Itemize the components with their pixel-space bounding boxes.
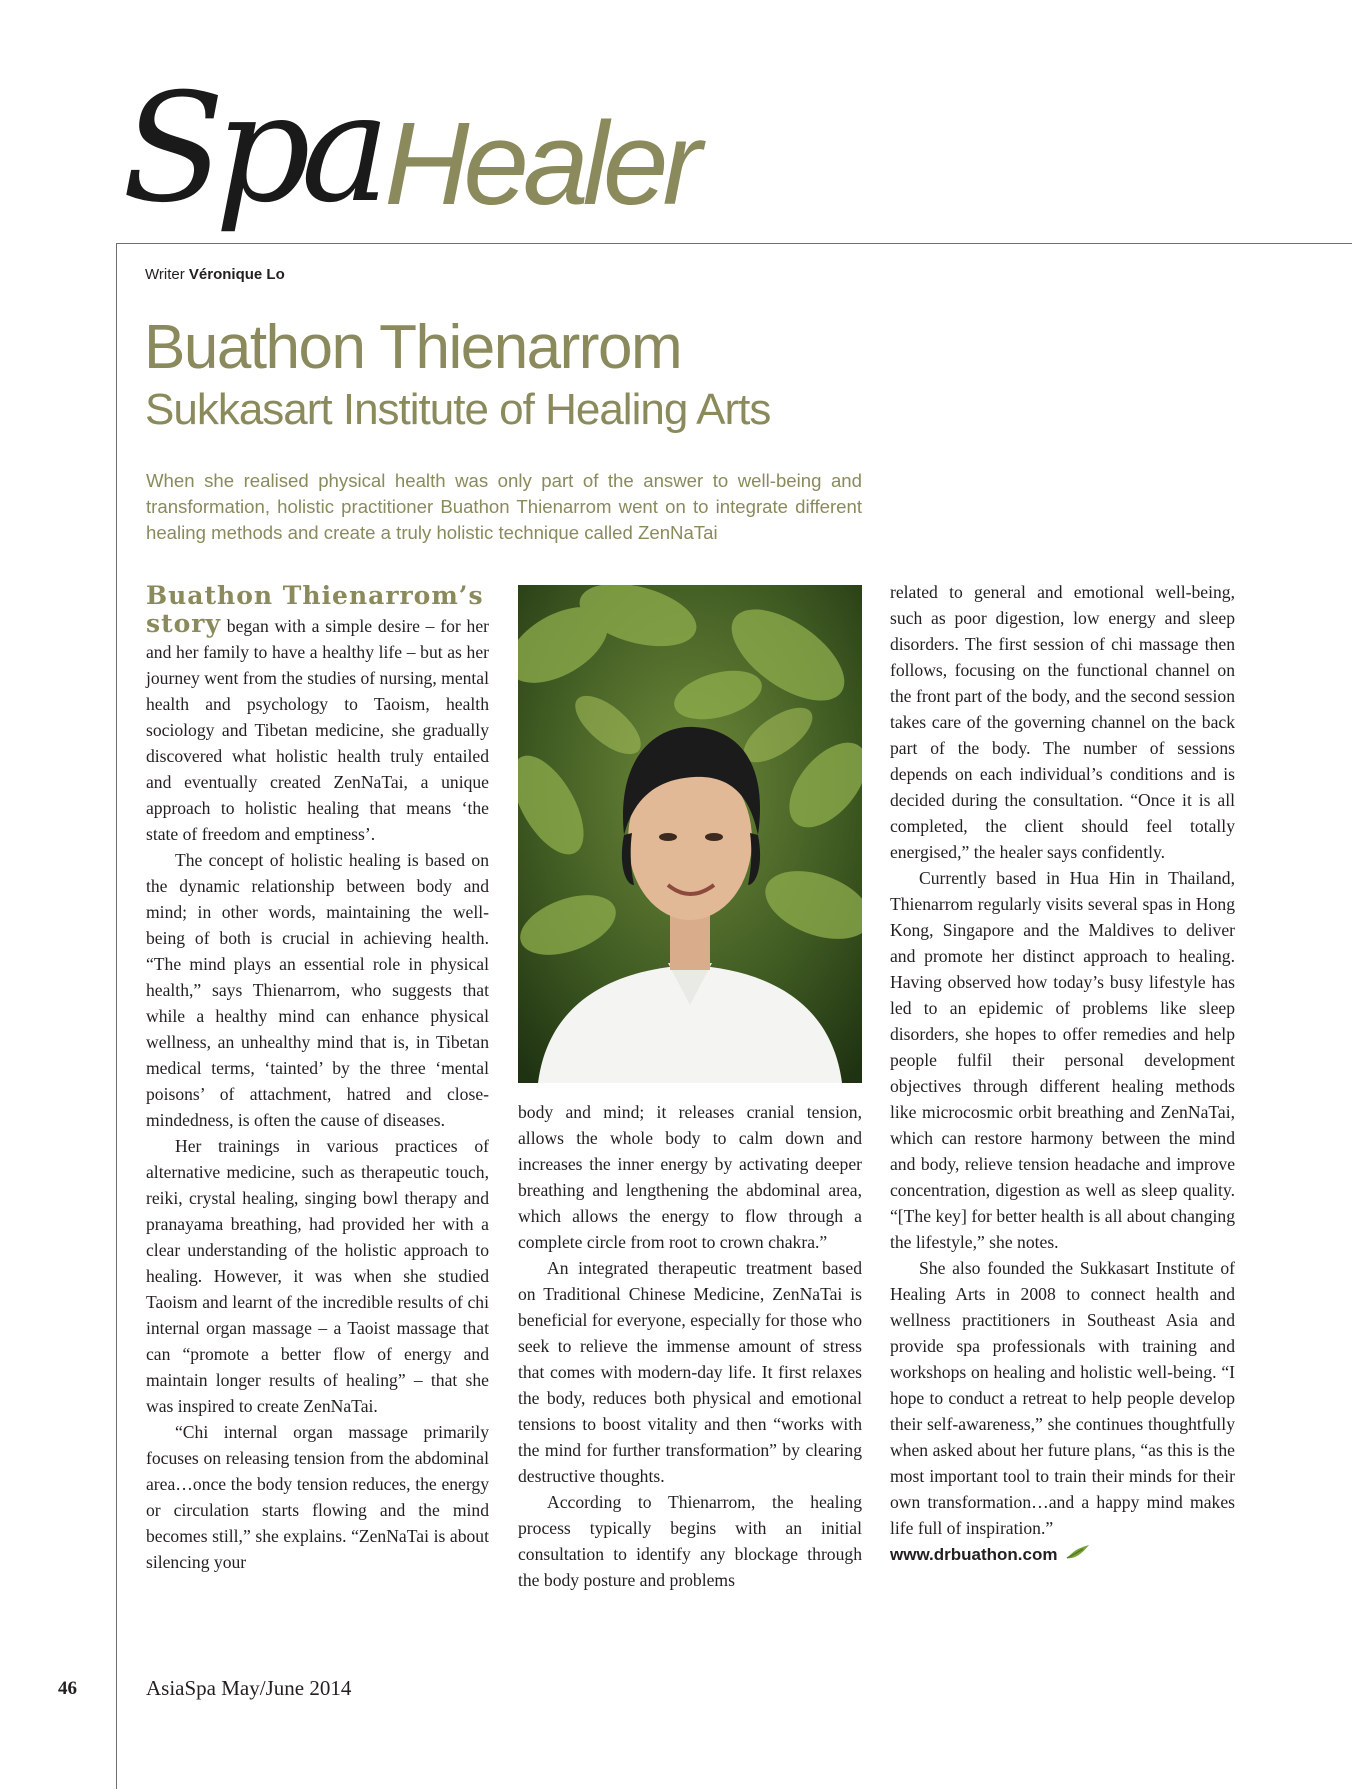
byline-label: Writer [145,266,185,283]
dropcap-line-1: Buathon Thienarrom’s [146,581,484,610]
vertical-rule [116,243,117,1789]
portrait-photo [518,585,862,1083]
section-masthead [122,62,696,268]
article-column-3 [890,579,1235,1569]
issue-line: AsiaSpa May/June 2014 [146,1676,352,1700]
website-line [890,1541,1235,1569]
dropcap-line-2: story [146,609,221,638]
leaf-icon [1065,1542,1093,1569]
paragraph-6-continued: related to general and emotional well-being, such as poor digestion, low energy and sleep disorders. The first session of chi massage then follows, focusing on the functional channel on the front part of the body, and the second session takes care of the governing channel on the back part of the body. The number of sessions depends on each individual’s conditions and is decided during the consultation. “Once it is all completed, the client should feel totally energised,” the healer says confidently. [890,582,1235,862]
portrait-illustration [518,585,862,1083]
paragraph-7: Currently based in Hua Hin in Thailand, Thienarrom regularly visits several spas in Hong Kong, Singapore and the Maldives to deliver and promote her distinct approach to healing. Having observed how today’s busy lifestyle has led to an epidemic of problems like sleep disorders, she hopes to offer remedies and help people fulfil their personal development objectives through different healing methods like microcosmic orbit breathing and ZenNaTai, which can restore harmony between the mind and body, relieve tension headache and improve concentration, digestion as well as sleep quality. “[The key] for better health is all about changing the lifestyle,” she notes. [890,868,1235,1252]
standfirst: When she realised physical health was only part of the answer to well-being and transformation, holistic practitioner Buathon Thienarrom went on to integrate different healing methods and create a truly holistic technique called ZenNaTai [146,470,862,543]
paragraph-6: According to Thienarrom, the healing process typically begins with an initial consultation to identify any blockage through the body posture and problems [518,1492,862,1590]
paragraph-2: The concept of holistic healing is based on the dynamic relationship between body and mind; in other words, maintaining the well-being of both is crucial in achieving health. “The mind plays an essential role in physical health,” says Thienarrom, who suggests that while a healthy mind can enhance physical wellness, an unhealthy mind that is, in Tibetan medical terms, ‘tainted’ by the three ‘mental poisons’ of attachment, hatred and close-mindedness, is often the cause of diseases. [146,850,489,1130]
byline-name: Véronique Lo [188,266,285,283]
paragraph-1 [146,579,489,847]
masthead-healer: Healer [384,98,696,230]
article-column-1 [146,579,489,1575]
paragraph-4-continued: body and mind; it releases cranial tension, allows the whole body to calm down and increases the inner energy by activating deeper breathing and lengthening the abdominal area, which allows the energy to flow through a complete circle from root to crown chakra.” [518,1102,862,1252]
article-subheadline: Sukkasart Institute of Healing Arts [145,385,771,434]
paragraph-1-text: began with a simple desire – for her and her family to have a healthy life – but as her journey went from the studies of nursing, mental health and psychology to Taoism, health sociology and Tibetan medicine, she gradually discovered what holistic health truly entailed and eventually created ZenNaTai, a unique approach to holistic healing that means ‘the state of freedom and emptiness’. [146,616,490,844]
paragraph-4: “Chi internal organ massage primarily focuses on releasing tension from the abdominal area…once the body tension reduces, the energy or circulation starts flowing and the mind becomes still,” she explains. “ZenNaTai is about silencing your [146,1422,489,1572]
masthead-spa: Spa [122,62,381,236]
paragraph-8: She also founded the Sukkasart Institute of Healing Arts in 2008 to connect health and wellness practitioners in Southeast Asia and provide spa professionals with training and workshops on healing and holistic well-being. “I hope to conduct a retreat to help people develop their self-awareness,” she continues thoughtfully when asked about her future plans, “as this is the most important tool to train their minds for their own transformation…and a happy mind makes life full of inspiration.” [890,1258,1235,1538]
byline [145,266,285,283]
page-number: 46 [58,1678,77,1699]
website-link[interactable]: www.drbuathon.com [890,1545,1058,1564]
paragraph-3: Her trainings in various practices of alternative medicine, such as therapeutic touch, reiki, crystal healing, singing bowl therapy and pranayama breathing, had provided her with a clear understanding of the holistic approach to healing. However, it was when she studied Taoism and learnt of the incredible results of chi internal organ massage – a Taoist massage that can “promote a better flow of energy and maintain longer results of healing” – that she was inspired to create ZenNaTai. [146,1136,489,1416]
paragraph-5: An integrated therapeutic treatment based on Traditional Chinese Medicine, ZenNaTai is beneficial for everyone, especially for those who seek to relieve the immense amount of stress that comes with modern-day life. It first relaxes the body, reduces both physical and emotional tensions to boost vitality and then “works with the mind for further transformation” by clearing destructive thoughts. [518,1258,862,1486]
article-headline: Buathon Thienarrom [144,313,682,382]
article-column-2 [518,1099,862,1593]
